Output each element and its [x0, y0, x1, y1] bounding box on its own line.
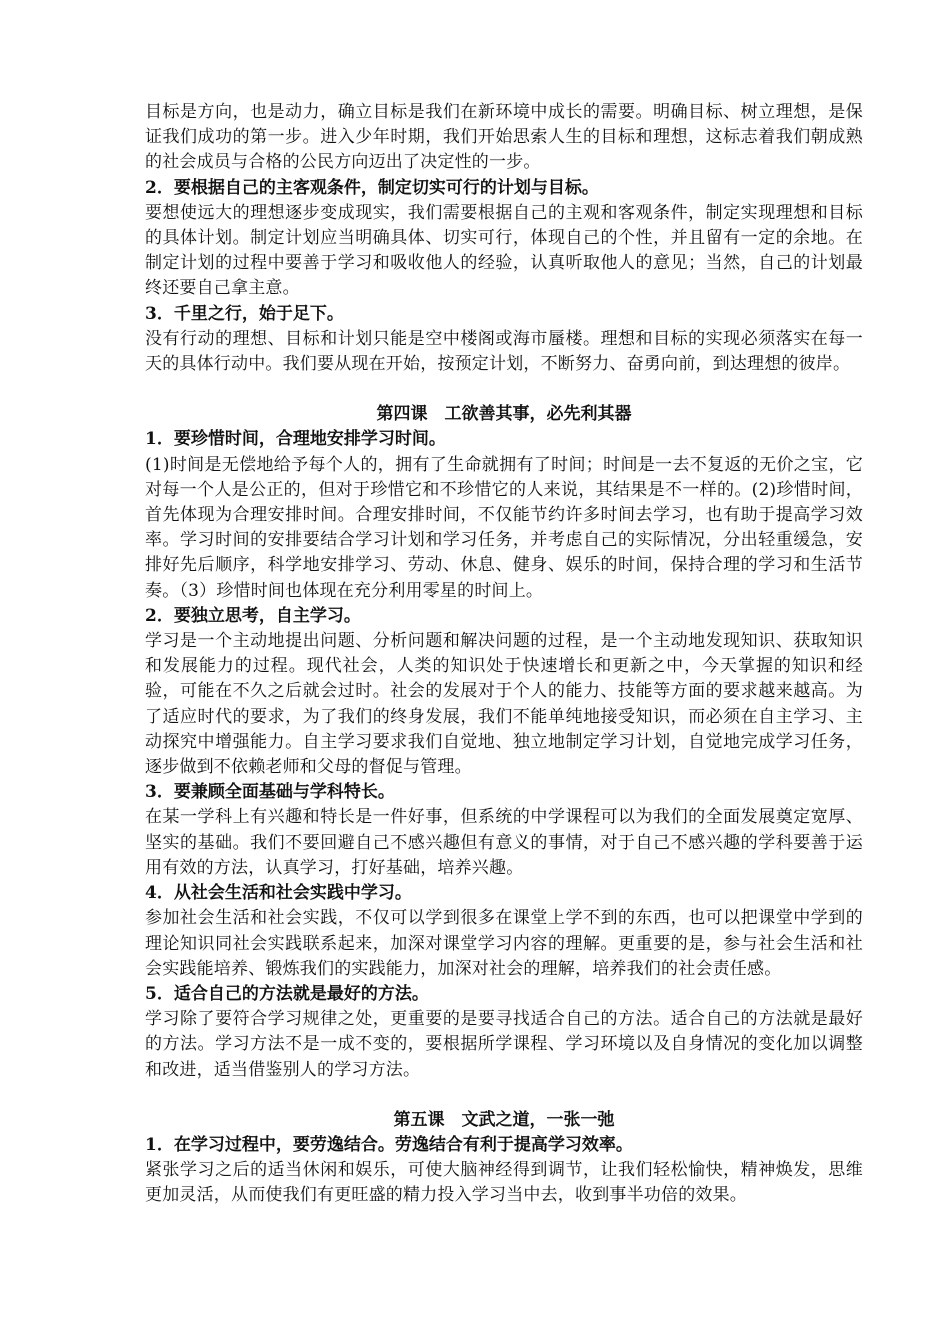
heading-rest: 1．在学习过程中，要劳逸结合。劳逸结合有利于提高学习效率。 — [145, 1134, 633, 1155]
paragraph-time: (1)时间是无偿地给予每个人的，拥有了生命就拥有了时间；时间是一去不复返的无价之宝，它对每一个人是公正的，但对于珍惜它和不珍惜它的人来说，其结果是不一样的。(2)珍惜时间，首先体现为合理安排时间。合理安排时间，不仅能节约许多时间去学习，也有助于提高学习效率。学习时间的安排要结合学习计划和学习任务，并考虑自己的实际情况，分出轻重缓急，安排好先后顺序，科学地安排学习、劳动、休息、健身、娱乐的时间，保持合理的学习和生活节奏。（3）珍惜时间也体现在充分利用零星的时间上。 — [145, 454, 863, 601]
paragraph-action: 没有行动的理想、目标和计划只能是空中楼阁或海市蜃楼。理想和目标的实现必须落实在每一天的具体行动中。我们要从现在开始，按预定计划，不断努力、奋勇向前，到达理想的彼岸。 — [145, 328, 863, 375]
paragraph-goal-intro: 目标是方向，也是动力，确立目标是我们在新环境中成长的需要。明确目标、树立理想，是保证我们成功的第一步。进入少年时期，我们开始思索人生的目标和理想，这标志着我们朝成熟的社会成员与合格的公民方向迈出了决定性的一步。 — [145, 102, 863, 173]
heading-plan: 2．要根据自己的主客观条件，制定切实可行的计划与目标。 — [145, 177, 599, 198]
paragraph-independent: 学习是一个主动地提出问题、分析问题和解决问题的过程，是一个主动地发现知识、获取知识和发展能力的过程。现代社会，人类的知识处于快速增长和更新之中，今天掌握的知识和经验，可能在不久之后就会过时。社会的发展对于个人的能力、技能等方面的要求越来越高。为了适应时代的要求，为了我们的终身发展，我们不能单纯地接受知识，而必须在自主学习、主动探究中增强能力。自主学习要求我们自觉地、独立地制定学习计划，自觉地完成学习任务，逐步做到不依赖老师和父母的督促与管理。 — [145, 631, 863, 778]
document-page — [145, 100, 863, 1209]
heading-balance: 3．要兼顾全面基础与学科特长。 — [145, 782, 395, 803]
paragraph-method: 学习除了要符合学习规律之处，更重要的是要寻找适合自己的方法。适合自己的方法就是最好的方法。学习方法不是一成不变的，要根据所学课程、学习环境以及自身情况的变化加以调整和改进，适当借鉴别人的学习方法。 — [145, 1009, 863, 1080]
heading-action: 3．千里之行，始于足下。 — [145, 303, 344, 324]
paragraph-plan: 要想使远大的理想逐步变成现实，我们需要根据自己的主观和客观条件，制定实现理想和目标的具体计划。制定计划应当明确具体、切实可行，体现自己的个性，并且留有一定的余地。在制定计划的过程中要善于学习和吸收他人的经验，认真听取他人的意见；当然，自己的计划最终还要自己拿主意。 — [145, 202, 863, 299]
lesson-4-title: 第四课 工欲善其事，必先利其器 — [376, 404, 632, 425]
heading-social: 4．从社会生活和社会实践中学习。 — [145, 883, 412, 904]
lesson-5-title: 第五课 文武之道，一张一弛 — [393, 1109, 615, 1130]
paragraph-social: 参加社会生活和社会实践，不仅可以学到很多在课堂上学不到的东西，也可以把课堂中学到的理论知识同社会实践联系起来，加深对课堂学习内容的理解。更重要的是，参与社会生活和社会实践能培养、锻炼我们的实践能力，加深对社会的理解，培养我们的社会责任感。 — [145, 908, 863, 979]
paragraph-balance: 在某一学科上有兴趣和特长是一件好事，但系统的中学课程可以为我们的全面发展奠定宽厚、坚实的基础。我们不要回避自己不感兴趣但有意义的事情，对于自己不感兴趣的学科要善于运用有效的方法，认真学习，打好基础，培养兴趣。 — [145, 807, 863, 878]
heading-independent: 2．要独立思考，自主学习。 — [145, 605, 361, 626]
heading-method: 5．适合自己的方法就是最好的方法。 — [145, 983, 429, 1004]
paragraph-rest: 紧张学习之后的适当休闲和娱乐，可使大脑神经得到调节，让我们轻松愉快，精神焕发，思维更加灵活，从而使我们有更旺盛的精力投入学习当中去，收到事半功倍的效果。 — [145, 1160, 863, 1206]
heading-time: 1．要珍惜时间，合理地安排学习时间。 — [145, 429, 446, 450]
